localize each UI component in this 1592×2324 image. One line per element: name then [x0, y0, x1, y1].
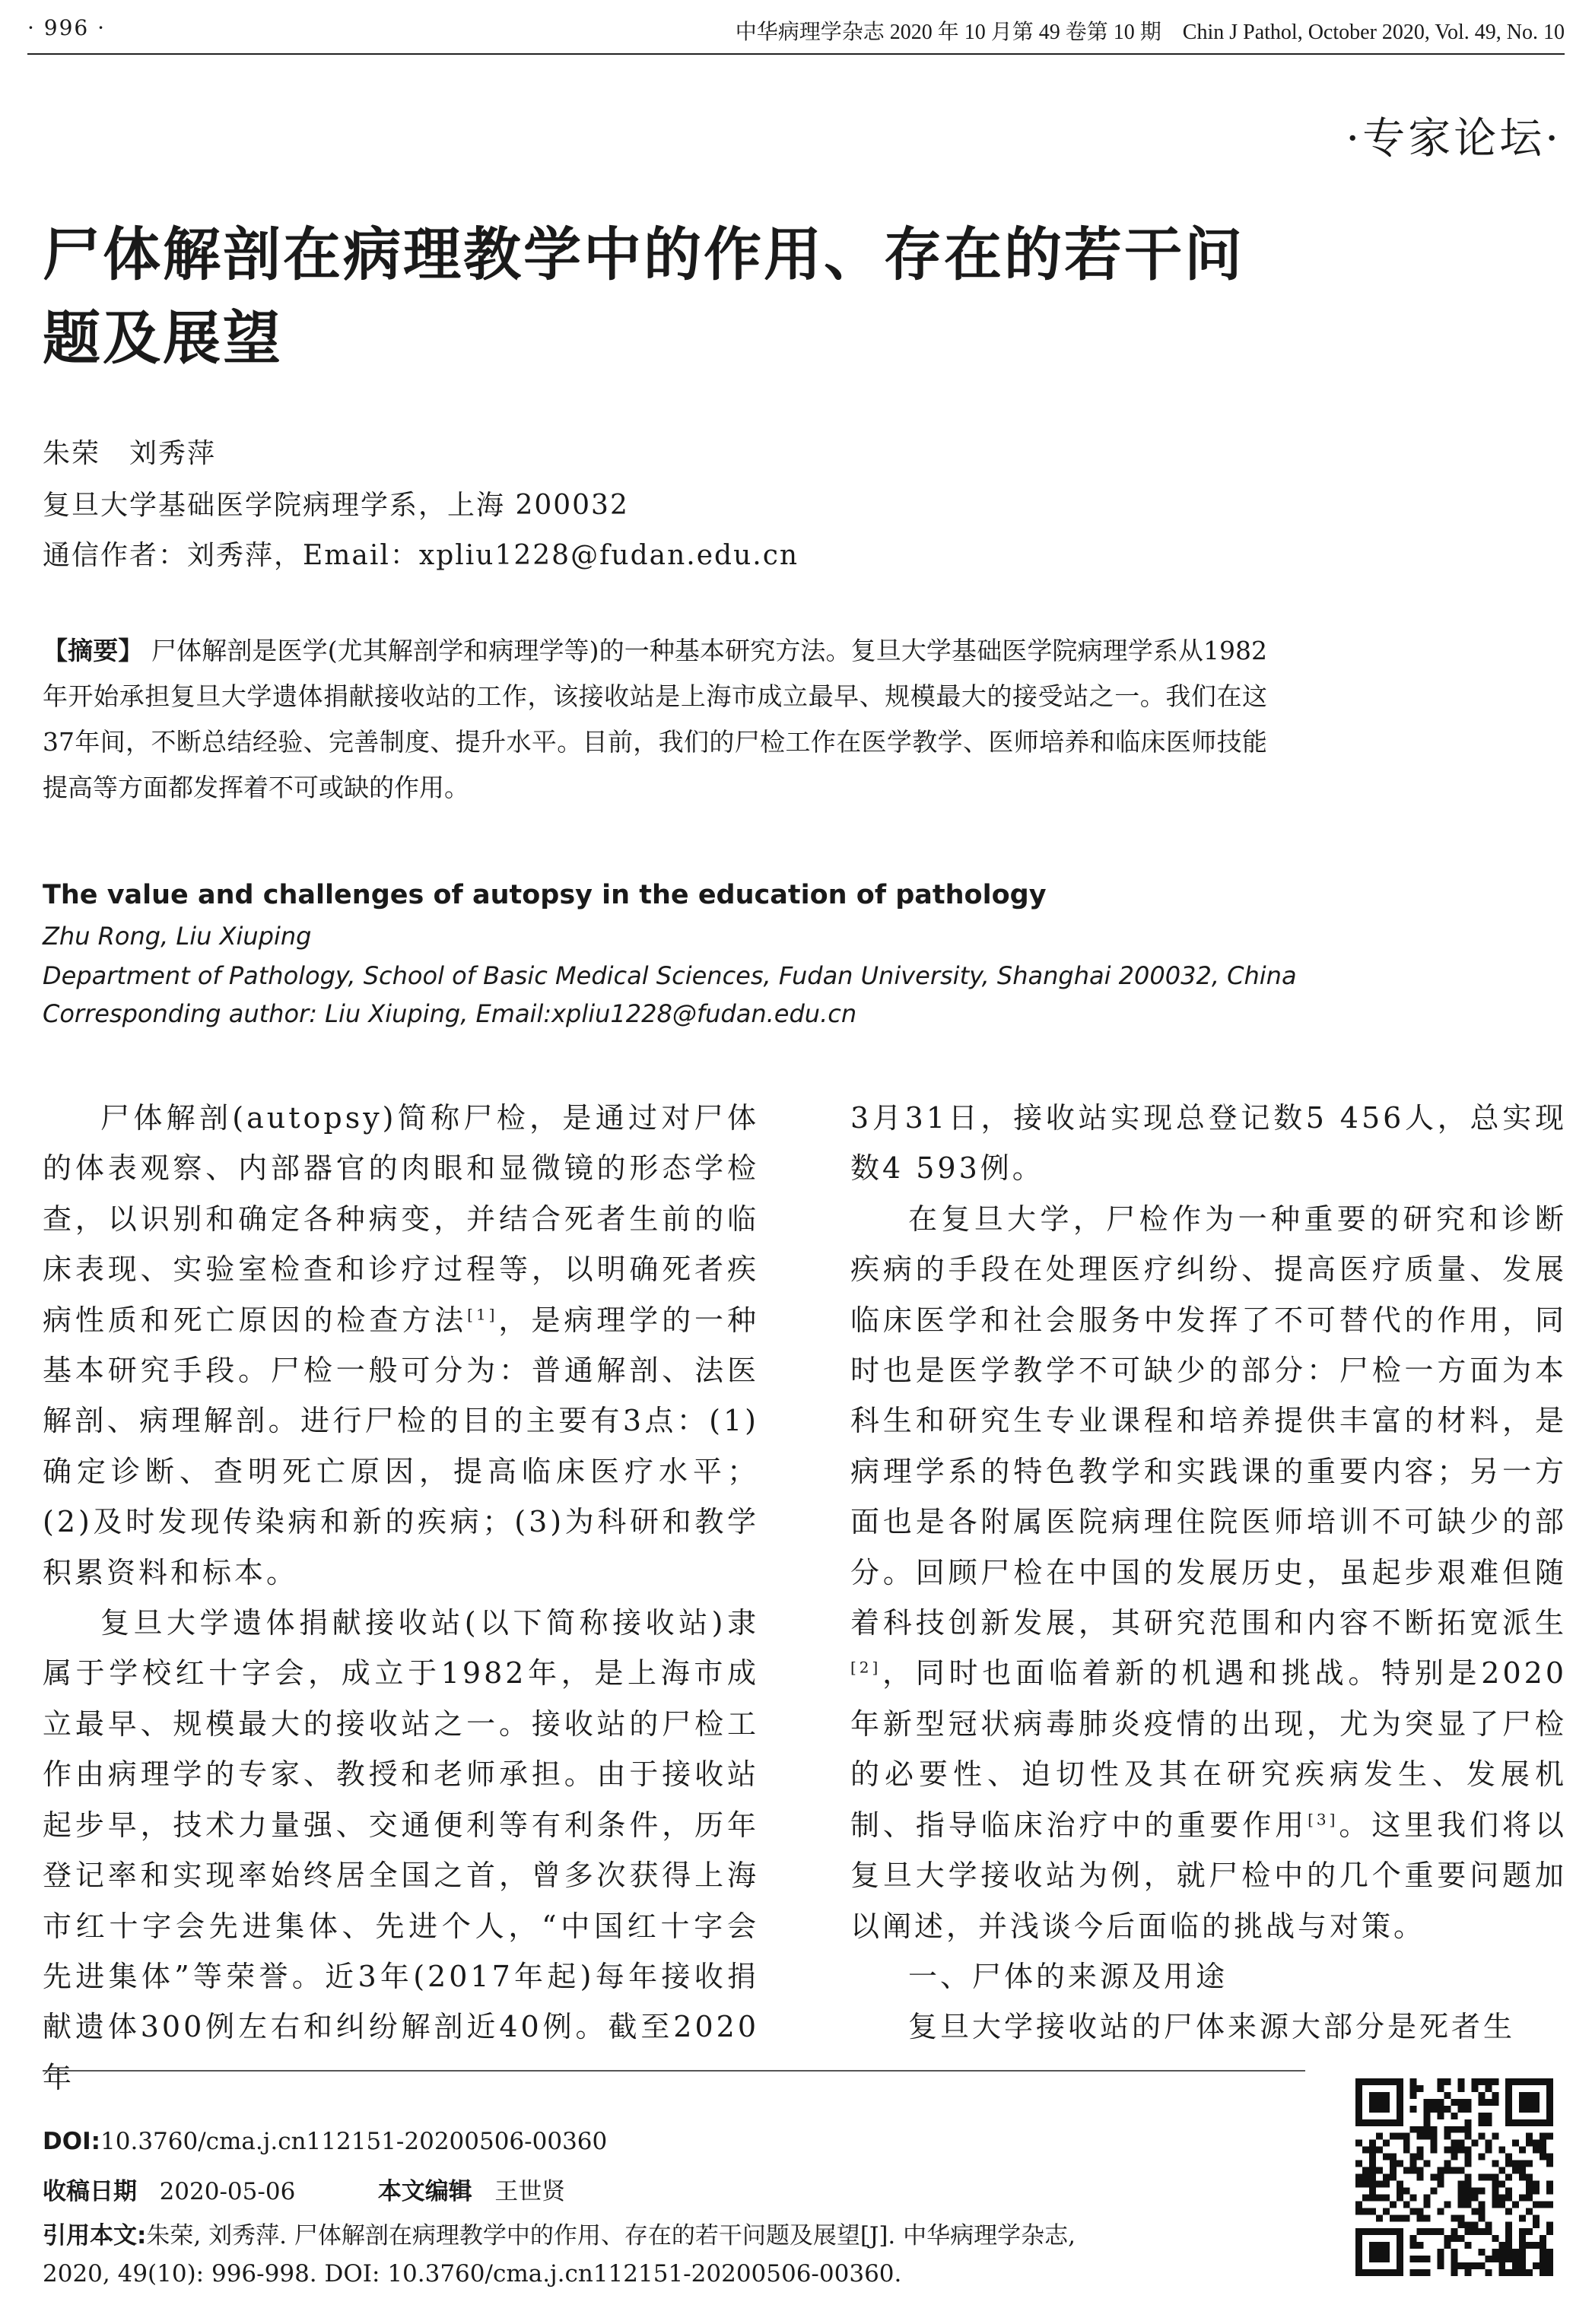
doi-line	[43, 2128, 607, 2155]
cite-label: 引用本文:	[43, 2222, 147, 2249]
citation-ref[interactable]: [1]	[467, 1304, 498, 1323]
abstract-cn	[43, 628, 1267, 811]
authors-en: Zhu Rong, Liu Xiuping	[43, 922, 312, 951]
body-paragraph: 复旦大学遗体捐献接收站(以下简称接收站)隶属于学校红十字会，成立于1982年，是上海市成立最早、规模最大的接收站之一。接收站的尸检工作由病理学的专家、教授和老师承担。由于接收站起步早，技术力量强、交通便利等有利条件，历年登记率和实现率始终居全国之首，曾多次获得上海市红十字会先进集体、先进个人，“中国红十字会先进集体”等荣誉。近3年(2017年起)每年接收捐献遗体300例左右和纠纷解剖近40例。截至2020年	[43, 1606, 759, 2094]
body-text: 在复旦大学，尸检作为一种重要的研究和诊断疾病的手段在处理医疗纠纷、提高医疗质量、发展临床医学和社会服务中发挥了不可替代的作用，同时也是医学教学不可缺少的部分：尸检一方面为本科生和研究生专业课程和培养提供丰富的材料，是病理学系的特色教学和实践课的重要内容；另一方面也是各附属医院病理住院医师培训不可缺少的部分。回顾尸检在中国的发展历史，虽起步艰难但随着科技创新发展，其研究范围和内容不断拓宽派生	[850, 1202, 1567, 1640]
doi-value[interactable]: 10.3760/cma.j.cn112151-20200506-00360	[100, 2128, 608, 2155]
citation-ref[interactable]: [2]	[850, 1658, 882, 1677]
received-date: 2020-05-06	[159, 2178, 296, 2205]
citation-line-1	[43, 2216, 1076, 2250]
editor-label: 本文编辑	[377, 2178, 472, 2205]
section-tag: ·专家论坛·	[1346, 114, 1562, 164]
abstract-label: 【摘要】	[43, 636, 144, 665]
footer-rule	[43, 2070, 1305, 2072]
body-paragraph: 3月31日，接收站实现总登记数5 456人，总实现数4 593例。	[850, 1101, 1567, 1186]
qr-code-icon[interactable]	[1355, 2078, 1553, 2276]
section-heading: 一、尸体的来源及用途	[908, 1959, 1228, 1993]
abstract-text: 尸体解剖是医学(尤其解剖学和病理学等)的一种基本研究方法。复旦大学基础医学院病理学系从1982年开始承担复旦大学遗体捐献接收站的工作，该接收站是上海市成立最早、规模最大的接受站之一。我们在这37年间，不断总结经验、完善制度、提升水平。目前，我们的尸检工作在医学教学、医师培养和临床医师技能提高等方面都发挥着不可或缺的作用。	[43, 636, 1268, 802]
body-column-left	[43, 1093, 759, 2094]
corresponding-author-en: Corresponding author: Liu Xiuping, Email:xpliu1228@fudan.edu.cn	[43, 999, 857, 1028]
cite-text-1: 朱荣, 刘秀萍. 尸体解剖在病理教学中的作用、存在的若干问题及展望[J]. 中华病理学杂志,	[146, 2222, 1076, 2249]
body-paragraph	[850, 1194, 1567, 1951]
authors-cn: 朱荣 刘秀萍	[43, 438, 217, 469]
body-paragraph	[43, 1093, 759, 1598]
doi-label: DOI:	[43, 2128, 101, 2155]
body-text: ，是病理学的一种基本研究手段。尸检一般可分为：普通解剖、法医解剖、病理解剖。进行尸检的目的主要有3点：(1)确定诊断、查明死亡原因，提高临床医疗水平；(2)及时发现传染病和新的疾病；(3)为科研和教学积累资料和标本。	[43, 1303, 759, 1589]
body-text: ，同时也面临着新的机遇和挑战。特别是2020年新型冠状病毒肺炎疫情的出现，尤为突显了尸检的必要性、迫切性及其在研究疾病发生、发展机制、指导临床治疗中的重要作用	[850, 1656, 1567, 1842]
body-paragraph: 复旦大学接收站的尸体来源大部分是死者生	[908, 2010, 1516, 2044]
received-label: 收稿日期	[43, 2178, 137, 2205]
editor-name: 王世贤	[494, 2178, 566, 2205]
body-text: 。这里我们将以复旦大学接收站为例，就尸检中的几个重要问题加以阐述，并浅谈今后面临的挑战与对策。	[850, 1808, 1567, 1943]
affiliation-en: Department of Pathology, School of Basic Medical Sciences, Fudan University, Shanghai 200032, China	[43, 961, 1297, 990]
article-title-cn: 尸体解剖在病理教学中的作用、存在的若干问题及展望	[43, 221, 1244, 372]
header-rule	[27, 53, 1565, 55]
corresponding-author-cn: 通信作者：刘秀萍，Email：xpliu1228@fudan.edu.cn	[43, 540, 799, 571]
article-title-en: The value and challenges of autopsy in the education of pathology	[43, 880, 1047, 910]
citation-line-2: 2020, 49(10): 996-998. DOI: 10.3760/cma.j.cn112151-20200506-00360.	[43, 2260, 902, 2287]
journal-running-header: 中华病理学杂志 2020 年 10 月第 49 卷第 10 期 Chin J Pathol, October 2020, Vol. 49, No. 10	[735, 21, 1565, 44]
page-number: · 996 ·	[27, 15, 106, 40]
body-column-right	[850, 1093, 1567, 2057]
received-editor-line	[43, 2172, 565, 2206]
body-text: 尸体解剖(autopsy)简称尸检，是通过对尸体的体表观察、内部器官的肉眼和显微镜的形态学检查，以识别和确定各种病变，并结合死者生前的临床表现、实验室检查和诊疗过程等，以明确死者疾病性质和死亡原因的检查方法	[43, 1101, 759, 1337]
affiliation-cn: 复旦大学基础医学院病理学系，上海 200032	[43, 490, 629, 521]
citation-ref[interactable]: [3]	[1308, 1810, 1339, 1829]
